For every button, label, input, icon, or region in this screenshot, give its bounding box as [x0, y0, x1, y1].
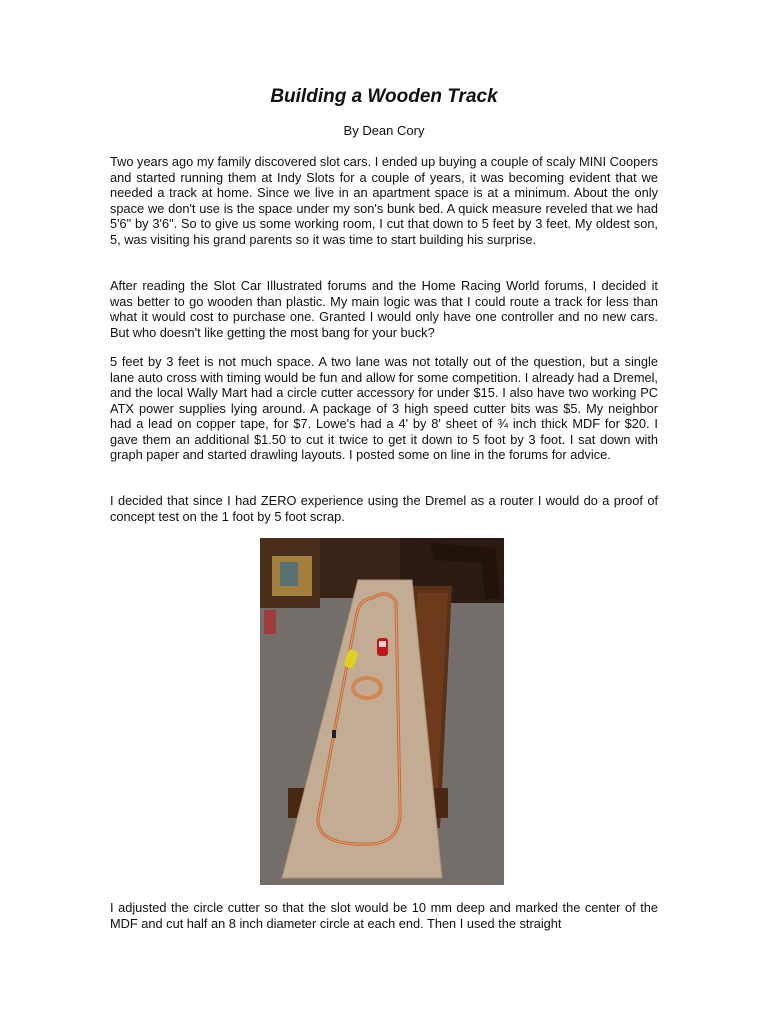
paragraph-proof-of-concept: I decided that since I had ZERO experience using the Dremel as a router I would do a proof of concept test on the 1 foot by 5 foot scrap.	[110, 493, 658, 524]
paragraph-materials: 5 feet by 3 feet is not much space. A two lane was not totally out of the question, but a single lane auto cross with timing would be fun and allow for some competition. I already had a Dremel, and the local Wally Mart had a circle cutter accessory for under $15. I also have two working PC ATX power supplies lying around. A package of 3 high speed cutter bits was $5. My neighbor had a lead on copper tape, for $7. Lowe's had a 4' by 8' sheet of ¾ inch thick MDF for $20. I gave them an additional $1.50 to cut it twice to get it down to 5 foot by 3 foot. I sat down with graph paper and started drawling layouts. I posted some on line in the forums for advice.	[110, 354, 658, 462]
document-byline: By Dean Cory	[343, 123, 425, 138]
paragraph-forums: After reading the Slot Car Illustrated forums and the Home Racing World forums, I decided it was better to go wooden than plastic. My main logic was that I could route a track for less than what it would cost to purchase one. Granted I would only have one controller and no new cars. But who doesn't like getting the most bang for your buck?	[110, 278, 658, 340]
paragraph-intro: Two years ago my family discovered slot cars. I ended up buying a couple of scaly MINI Coopers and started running them at Indy Slots for a couple of years, it was becoming evident that we needed a track at home. Since we live in an apartment space is at a minimum. About the only space we don't use is the space under my son's bunk bed. A quick measure reveled that we had 5'6" by 3'6". So to give us some working room, I cut that down to 5 feet by 3 feet. My oldest son, 5, was visiting his grand parents so it was time to start building his surprise.	[110, 154, 658, 247]
track-photo	[260, 538, 504, 885]
paragraph-circle-cutter: I adjusted the circle cutter so that the slot would be 10 mm deep and marked the center of the MDF and cut half an 8 inch diameter circle at each end. Then I used the straight	[110, 900, 658, 931]
document-title: Building a Wooden Track	[270, 86, 498, 107]
